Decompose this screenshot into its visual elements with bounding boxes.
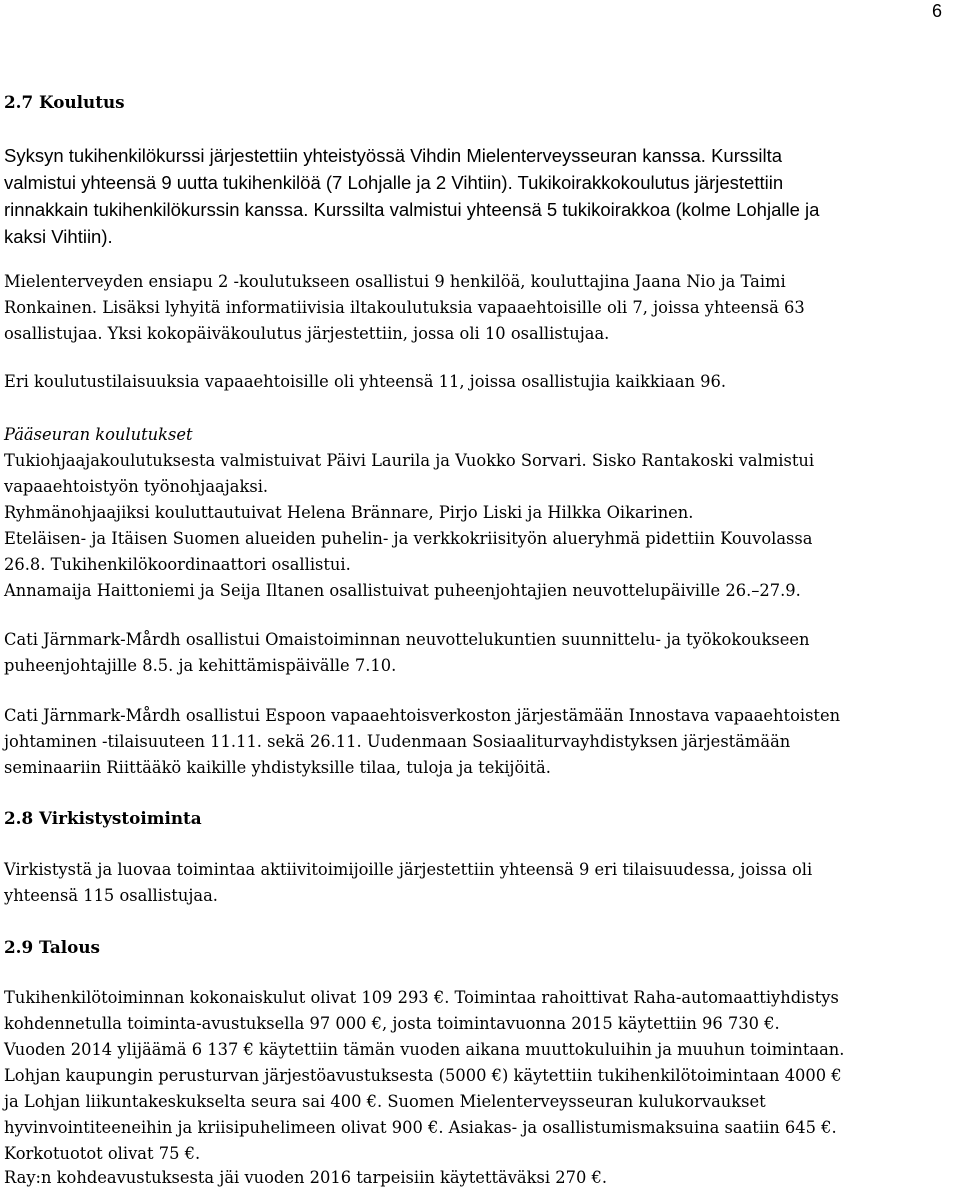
paragraph-line: kaksi Vihtiin). — [4, 226, 113, 247]
paragraph-line: Eteläisen- ja Itäisen Suomen alueiden puhelin- ja verkkokriisityön alueryhmä pidettiin Kouvolassa — [4, 529, 813, 548]
paragraph-line: Ryhmänohjaajiksi kouluttautuivat Helena Brännare, Pirjo Liski ja Hilkka Oikarinen. — [4, 503, 694, 522]
paragraph-line: valmistui yhteensä 9 uutta tukihenkilöä (7 Lohjalle ja 2 Vihtiin). Tukikoirakkokoulutus järjestettiin — [4, 172, 784, 193]
paragraph-line: hyvinvointiteeneihin ja kriisipuhelimeen olivat 900 €. Asiakas- ja osallistumismaksuina saatiin 645 €. — [4, 1118, 837, 1137]
paragraph-line: puheenjohtajille 8.5. ja kehittämispäivälle 7.10. — [4, 656, 397, 675]
section-heading-talous: 2.9 Talous — [4, 937, 101, 957]
paragraph-line: Eri koulutustilaisuuksia vapaaehtoisille oli yhteensä 11, joissa osallistujia kaikkiaan 96. — [4, 372, 727, 391]
paragraph-line: Virkistystä ja luovaa toimintaa aktiivitoimijoille järjestettiin yhteensä 9 eri tilaisuudessa, joissa oli — [4, 860, 813, 879]
paragraph-line: 26.8. Tukihenkilökoordinaattori osallistui. — [4, 555, 351, 574]
paragraph-line: Lohjan kaupungin perusturvan järjestöavustuksesta (5000 €) käytettiin tukihenkilötoimintaan 4000 € — [4, 1066, 842, 1085]
paragraph-line: Tukihenkilötoiminnan kokonaiskulut olivat 109 293 €. Toimintaa rahoittivat Raha-automaattiyhdistys — [4, 988, 839, 1007]
paragraph-line: Vuoden 2014 ylijäämä 6 137 € käytettiin tämän vuoden aikana muuttokuluihin ja muuhun toimintaan. — [4, 1040, 845, 1059]
paragraph-line: ja Lohjan liikuntakeskukselta seura sai 400 €. Suomen Mielenterveysseuran kulukorvaukset — [4, 1092, 766, 1111]
paragraph-line: Annamaija Haittoniemi ja Seija Iltanen osallistuivat puheenjohtajien neuvottelupäiville 26.–27.9. — [4, 581, 801, 600]
section-heading-virkistystoiminta: 2.8 Virkistystoiminta — [4, 808, 202, 828]
paragraph-line: Ronkainen. Lisäksi lyhyitä informatiivisia iltakoulutuksia vapaaehtoisille oli 7, joissa yhteensä 63 — [4, 298, 805, 317]
paragraph-line: rinnakkain tukihenkilökurssin kanssa. Kurssilta valmistui yhteensä 5 tukikoirakkoa (kolme Lohjalle ja — [4, 199, 820, 220]
paragraph-line: vapaaehtoistyön työnohjaajaksi. — [4, 477, 269, 496]
paragraph-line: seminaariin Riittääkö kaikille yhdistyksille tilaa, tuloja ja tekijöitä. — [4, 758, 551, 777]
paragraph-line: Ray:n kohdeavustuksesta jäi vuoden 2016 tarpeisiin käytettäväksi 270 €. — [4, 1168, 608, 1187]
paragraph-line: Tukiohjaajakoulutuksesta valmistuivat Päivi Laurila ja Vuokko Sorvari. Sisko Rantakoski valmistui — [4, 451, 815, 470]
paragraph-line: kohdennetulla toiminta-avustuksella 97 000 €, josta toimintavuonna 2015 käytettiin 96 730 €. — [4, 1014, 780, 1033]
section-heading-koulutus: 2.7 Koulutus — [4, 92, 125, 112]
paragraph-line: Cati Järnmark-Mårdh osallistui Espoon vapaaehtoisverkoston järjestämään Innostava vapaaehtoisten — [4, 706, 841, 725]
paragraph-line: yhteensä 115 osallistujaa. — [4, 886, 218, 905]
paragraph-line: Cati Järnmark-Mårdh osallistui Omaistoiminnan neuvottelukuntien suunnittelu- ja työkokoukseen — [4, 630, 810, 649]
paragraph-line: Korkotuotot olivat 75 €. — [4, 1144, 201, 1163]
page-number: 6 — [931, 1, 942, 21]
paragraph-line: johtaminen -tilaisuuteen 11.11. sekä 26.11. Uudenmaan Sosiaaliturvayhdistyksen järjestämään — [4, 732, 791, 751]
paragraph-line: osallistujaa. Yksi kokopäiväkoulutus järjestettiin, jossa oli 10 osallistujaa. — [4, 324, 610, 343]
paragraph-line: Mielenterveyden ensiapu 2 -koulutukseen osallistui 9 henkilöä, kouluttajina Jaana Nio ja Taimi — [4, 272, 786, 291]
subheading-paaseuran-koulutukset: Pääseuran koulutukset — [4, 425, 193, 444]
paragraph-line: Syksyn tukihenkilökurssi järjestettiin yhteistyössä Vihdin Mielenterveysseuran kanssa. Kurssilta — [4, 145, 783, 166]
